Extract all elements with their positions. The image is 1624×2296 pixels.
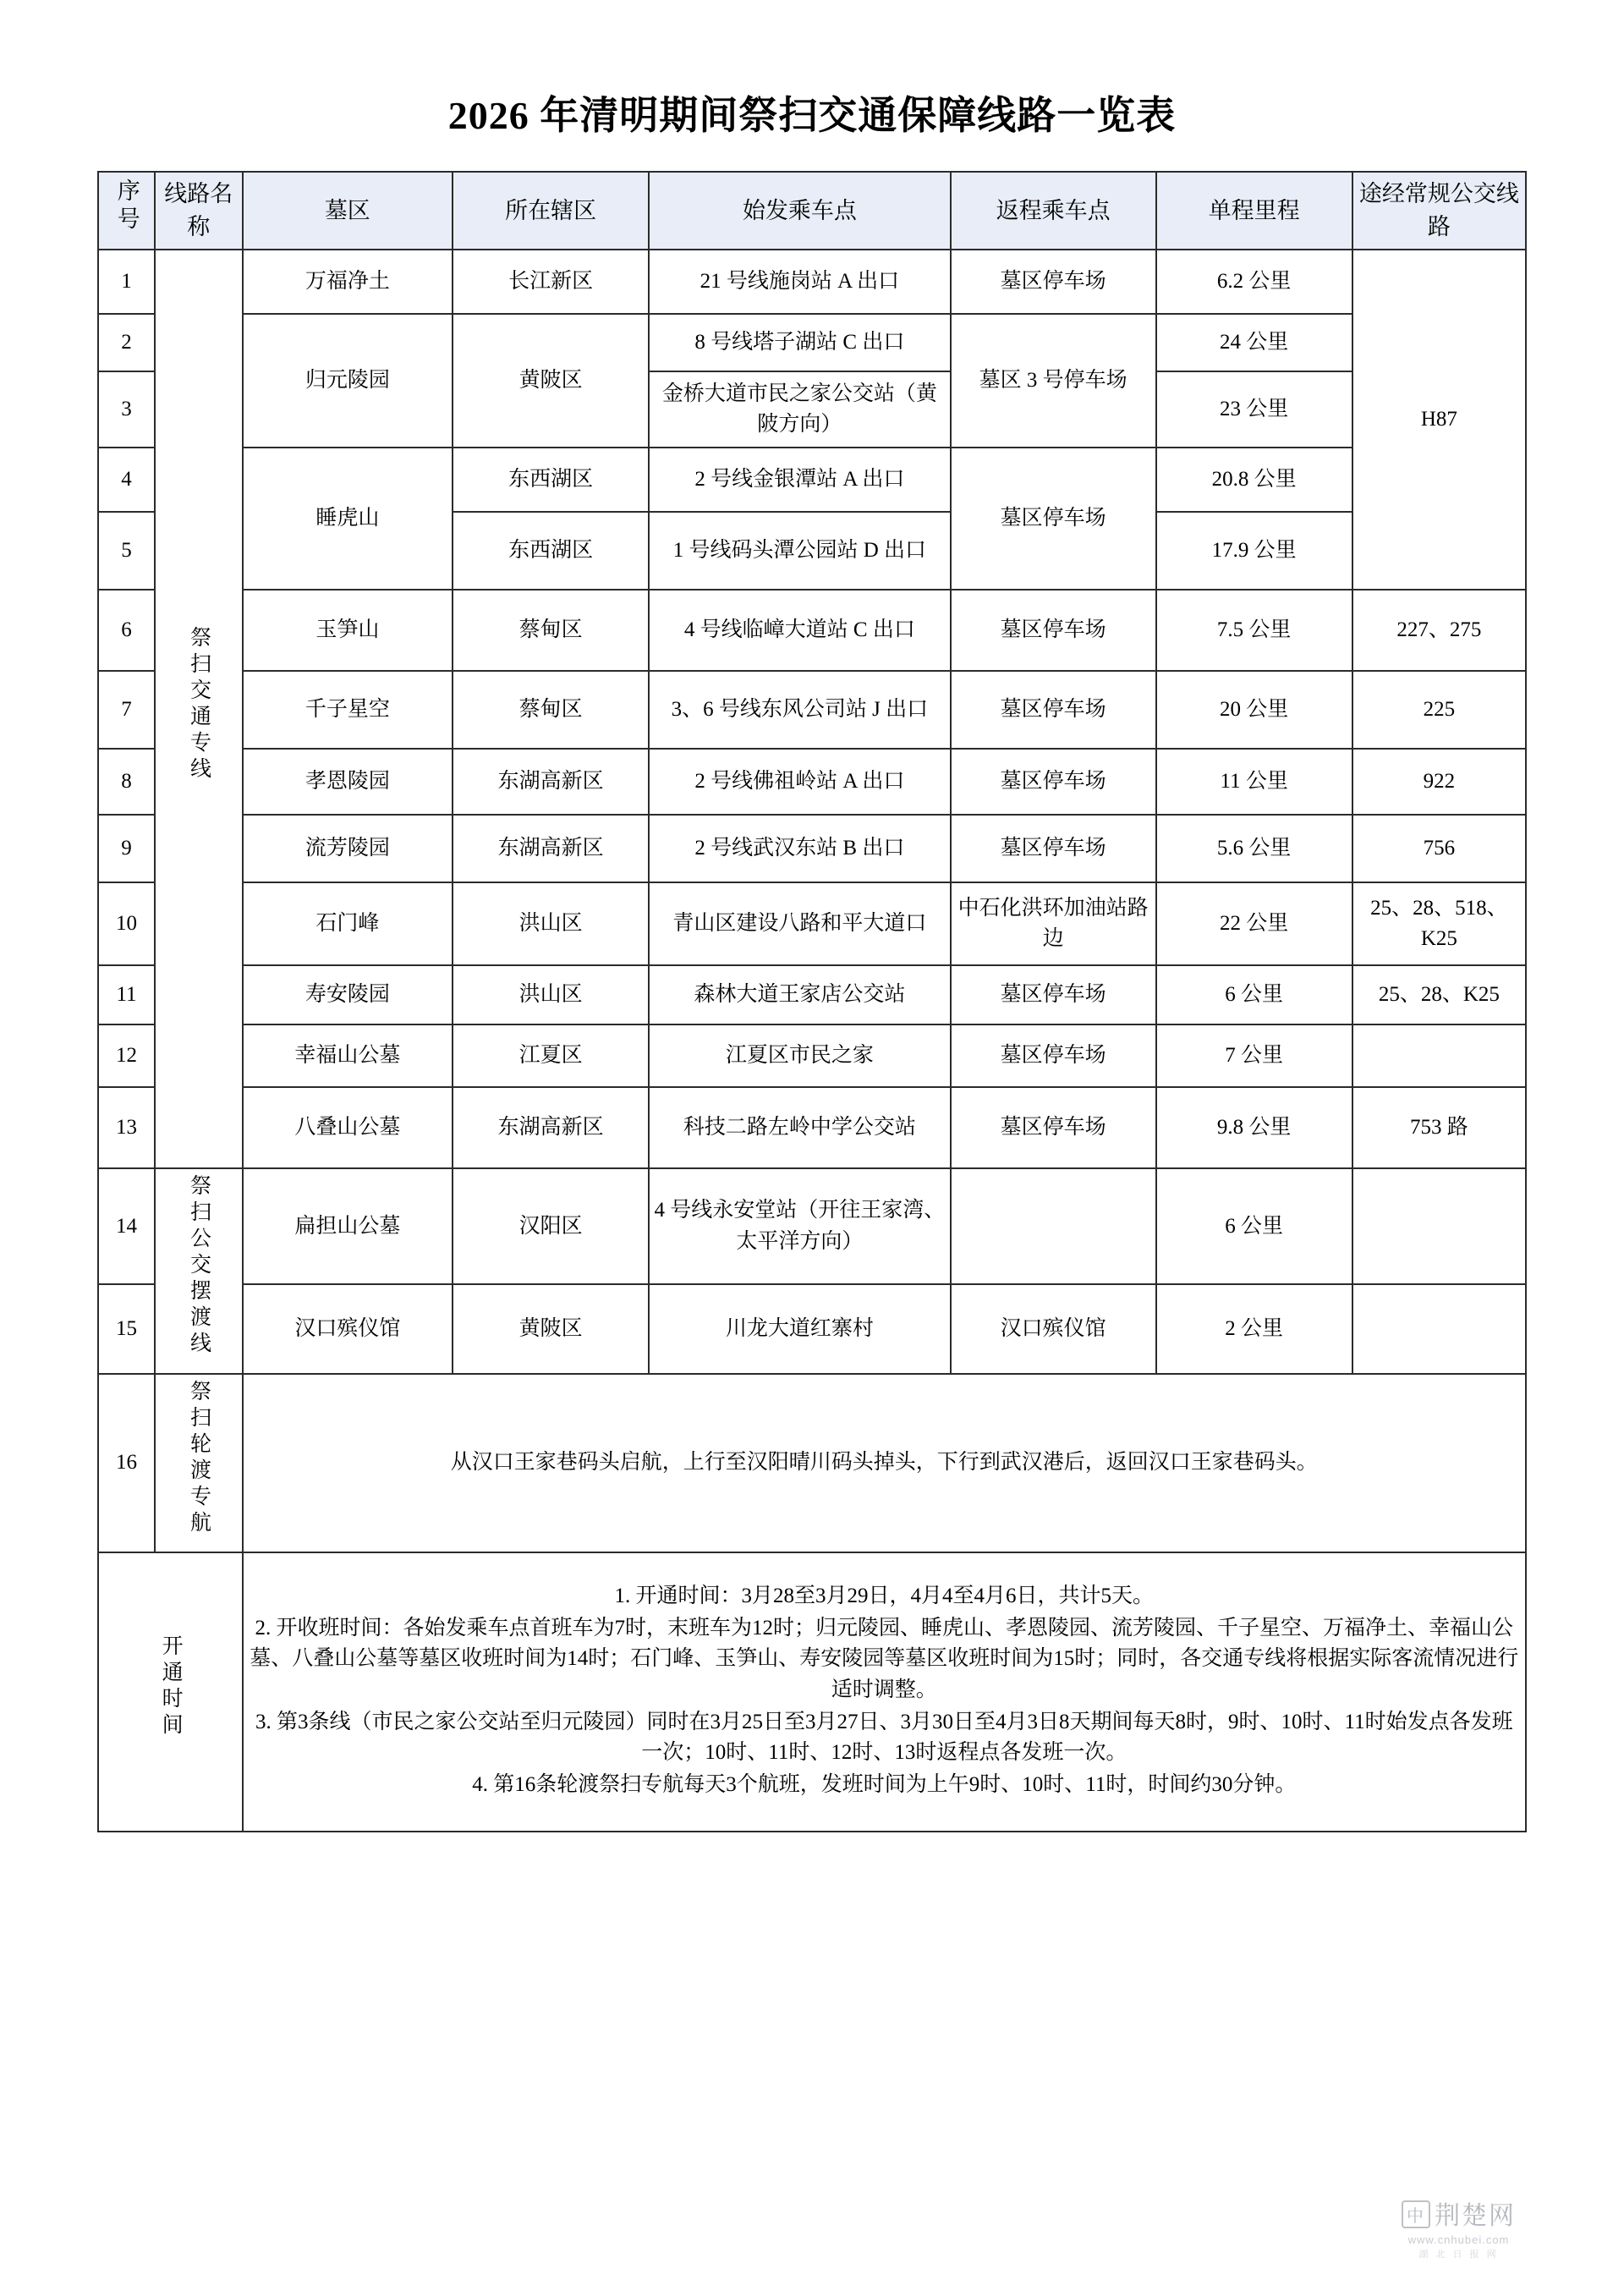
cell-start-point: 青山区建设八路和平大道口: [649, 882, 950, 965]
cell-start-point: 8 号线塔子湖站 C 出口: [649, 314, 950, 371]
cell-bus-lines: 225: [1352, 671, 1526, 749]
group-special-line: 祭扫交通专线: [155, 250, 243, 1168]
table-row: [98, 1168, 1526, 1284]
table-header-row: [98, 172, 1526, 250]
cell-bus-lines: 25、28、K25: [1352, 965, 1526, 1024]
note-item: 1. 开通时间：3月28至3月29日，4月4至4月6日，共计5天。: [614, 1584, 1155, 1607]
cell-seq: 15: [98, 1284, 155, 1373]
cell-return-point: 汉口殡仪馆: [951, 1284, 1156, 1373]
cell-seq: 9: [98, 815, 155, 882]
cell-return-point: 中石化洪环加油站路边: [951, 882, 1156, 965]
cell-distance: 17.9 公里: [1156, 512, 1352, 590]
header-line-name: 线路名称: [155, 172, 243, 250]
cell-start-point: 4 号线临嶂大道站 C 出口: [649, 590, 950, 671]
watermark-subtitle: 湖 北 日 报 网: [1418, 2249, 1499, 2260]
cell-cemetery: 千子星空: [243, 671, 453, 749]
cell-cemetery: 万福净土: [243, 250, 453, 314]
cell-bus-lines: 753 路: [1352, 1087, 1526, 1168]
cell-distance: 6.2 公里: [1156, 250, 1352, 314]
header-start-point: 始发乘车点: [649, 172, 950, 250]
cell-seq: 10: [98, 882, 155, 965]
page-title: 2026 年清明期间祭扫交通保障线路一览表: [447, 94, 1177, 137]
cell-return-point: 墓区停车场: [951, 1024, 1156, 1087]
cell-return-point: 墓区停车场: [951, 671, 1156, 749]
cell-return-point: 墓区停车场: [951, 590, 1156, 671]
cell-seq: 16: [98, 1374, 155, 1552]
header-return-point: 返程乘车点: [951, 172, 1156, 250]
cell-distance: 22 公里: [1156, 882, 1352, 965]
cell-district: 黄陂区: [453, 1284, 649, 1373]
table-row: [98, 1284, 1526, 1373]
table-body: [98, 250, 1526, 1832]
cell-start-point: 2 号线武汉东站 B 出口: [649, 815, 950, 882]
header-distance: 单程里程: [1156, 172, 1352, 250]
cell-seq: 13: [98, 1087, 155, 1168]
cell-bus-lines: 227、275: [1352, 590, 1526, 671]
cell-bus-lines: 922: [1352, 749, 1526, 815]
cell-bus-lines: [1352, 1168, 1526, 1284]
cell-return-point: [951, 1168, 1156, 1284]
cell-cemetery: 幸福山公墓: [243, 1024, 453, 1087]
cell-cemetery: 睡虎山: [243, 448, 453, 590]
cell-cemetery: 流芳陵园: [243, 815, 453, 882]
table-row: [98, 1374, 1526, 1552]
cell-cemetery: 扁担山公墓: [243, 1168, 453, 1284]
cell-cemetery: 孝恩陵园: [243, 749, 453, 815]
cell-district: 蔡甸区: [453, 671, 649, 749]
transport-routes-table: [97, 171, 1527, 1832]
cell-district: 江夏区: [453, 1024, 649, 1087]
cell-start-point: 2 号线金银潭站 A 出口: [649, 448, 950, 512]
header-seq: 序号: [98, 172, 155, 250]
cell-return-point: 墓区停车场: [951, 815, 1156, 882]
cell-distance: 20 公里: [1156, 671, 1352, 749]
cell-start-point: 3、6 号线东风公司站 J 出口: [649, 671, 950, 749]
cell-bus-lines: 25、28、518、K25: [1352, 882, 1526, 965]
cell-seq: 3: [98, 371, 155, 448]
notes-label: 开通时间: [98, 1552, 243, 1832]
cell-distance: 7.5 公里: [1156, 590, 1352, 671]
cell-seq: 2: [98, 314, 155, 371]
table-row: [98, 882, 1526, 965]
cell-district: 长江新区: [453, 250, 649, 314]
group-ferry-line: 祭扫轮渡专航: [155, 1374, 243, 1552]
header-district: 所在辖区: [453, 172, 649, 250]
cell-distance: 6 公里: [1156, 965, 1352, 1024]
cell-start-point: 2 号线佛祖岭站 A 出口: [649, 749, 950, 815]
group-shuttle-line: 祭扫公交摆渡线: [155, 1168, 243, 1373]
cell-distance: 6 公里: [1156, 1168, 1352, 1284]
table-row: [98, 815, 1526, 882]
note-item: 3. 第3条线（市民之家公交站至归元陵园）同时在3月25日至3月27日、3月30日至4月3日8天期间每天8时，9时、10时、11时始发点各发班一次；10时、11时、12时、13时返程点各发班一次。: [255, 1710, 1513, 1765]
table-row: [98, 448, 1526, 512]
watermark-logo-icon: 中: [1402, 2200, 1430, 2228]
cell-seq: 8: [98, 749, 155, 815]
table-row: [98, 1087, 1526, 1168]
cell-bus-lines: 756: [1352, 815, 1526, 882]
cell-start-point: 21 号线施岗站 A 出口: [649, 250, 950, 314]
cell-seq: 14: [98, 1168, 155, 1284]
watermark: [1402, 2194, 1516, 2260]
cell-cemetery: 寿安陵园: [243, 965, 453, 1024]
cell-district: 东湖高新区: [453, 815, 649, 882]
cell-district: 东湖高新区: [453, 749, 649, 815]
notes-content: [243, 1552, 1526, 1832]
cell-start-point: 1 号线码头潭公园站 D 出口: [649, 512, 950, 590]
cell-district: 洪山区: [453, 965, 649, 1024]
table-row: [98, 314, 1526, 371]
cell-cemetery: 石门峰: [243, 882, 453, 965]
cell-seq: 1: [98, 250, 155, 314]
table-row: [98, 1024, 1526, 1087]
cell-seq: 6: [98, 590, 155, 671]
cell-district: 黄陂区: [453, 314, 649, 448]
cell-return-point: 墓区停车场: [951, 250, 1156, 314]
cell-ferry-description: 从汉口王家巷码头启航，上行至汉阳晴川码头掉头，下行到武汉港后，返回汉口王家巷码头。: [243, 1374, 1526, 1552]
cell-cemetery: 汉口殡仪馆: [243, 1284, 453, 1373]
table-row: [98, 671, 1526, 749]
cell-start-point: 科技二路左岭中学公交站: [649, 1087, 950, 1168]
watermark-url: www.cnhubei.com: [1407, 2233, 1510, 2246]
cell-bus-lines: [1352, 1284, 1526, 1373]
table-row: [98, 749, 1526, 815]
cell-bus-lines: [1352, 1024, 1526, 1087]
cell-district: 蔡甸区: [453, 590, 649, 671]
cell-district: 东湖高新区: [453, 1087, 649, 1168]
table-row-notes: [98, 1552, 1526, 1832]
cell-distance: 9.8 公里: [1156, 1087, 1352, 1168]
cell-distance: 11 公里: [1156, 749, 1352, 815]
cell-seq: 4: [98, 448, 155, 512]
cell-seq: 7: [98, 671, 155, 749]
table-row: [98, 965, 1526, 1024]
cell-start-point: 4 号线永安堂站（开往王家湾、太平洋方向）: [649, 1168, 950, 1284]
cell-distance: 23 公里: [1156, 371, 1352, 448]
cell-start-point: 森林大道王家店公交站: [649, 965, 950, 1024]
cell-district: 东西湖区: [453, 448, 649, 512]
cell-distance: 24 公里: [1156, 314, 1352, 371]
cell-bus-lines: H87: [1352, 250, 1526, 590]
cell-seq: 11: [98, 965, 155, 1024]
cell-district: 汉阳区: [453, 1168, 649, 1284]
note-item: 2. 开收班时间：各始发乘车点首班车为7时，末班车为12时；归元陵园、睡虎山、孝恩陵园、流芳陵园、千子星空、万福净土、幸福山公墓、八叠山公墓等墓区收班时间为14时；石门峰、玉笋山、寿安陵园等墓区收班时间为15时；同时，各交通专线将根据实际客流情况进行适时调整。: [250, 1617, 1519, 1701]
cell-district: 洪山区: [453, 882, 649, 965]
table-row: [98, 250, 1526, 314]
cell-cemetery: 归元陵园: [243, 314, 453, 448]
cell-return-point: 墓区停车场: [951, 965, 1156, 1024]
cell-return-point: 墓区停车场: [951, 1087, 1156, 1168]
cell-district: 东西湖区: [453, 512, 649, 590]
cell-distance: 20.8 公里: [1156, 448, 1352, 512]
cell-cemetery: 八叠山公墓: [243, 1087, 453, 1168]
table-header: [98, 172, 1526, 250]
cell-seq: 12: [98, 1024, 155, 1087]
header-cemetery: 墓区: [243, 172, 453, 250]
note-item: 4. 第16条轮渡祭扫专航每天3个航班，发班时间为上午9时、10时、11时，时间约30分钟。: [472, 1773, 1297, 1797]
cell-return-point: 墓区 3 号停车场: [951, 314, 1156, 448]
cell-return-point: 墓区停车场: [951, 448, 1156, 590]
cell-distance: 5.6 公里: [1156, 815, 1352, 882]
cell-distance: 2 公里: [1156, 1284, 1352, 1373]
table-row: [98, 590, 1526, 671]
header-bus-lines: 途经常规公交线路: [1352, 172, 1526, 250]
cell-cemetery: 玉笋山: [243, 590, 453, 671]
cell-start-point: 川龙大道红寨村: [649, 1284, 950, 1373]
cell-start-point: 金桥大道市民之家公交站（黄陂方向）: [649, 371, 950, 448]
cell-seq: 5: [98, 512, 155, 590]
cell-start-point: 江夏区市民之家: [649, 1024, 950, 1087]
cell-distance: 7 公里: [1156, 1024, 1352, 1087]
cell-return-point: 墓区停车场: [951, 749, 1156, 815]
watermark-brand: 中 荆楚网: [1402, 2194, 1516, 2232]
